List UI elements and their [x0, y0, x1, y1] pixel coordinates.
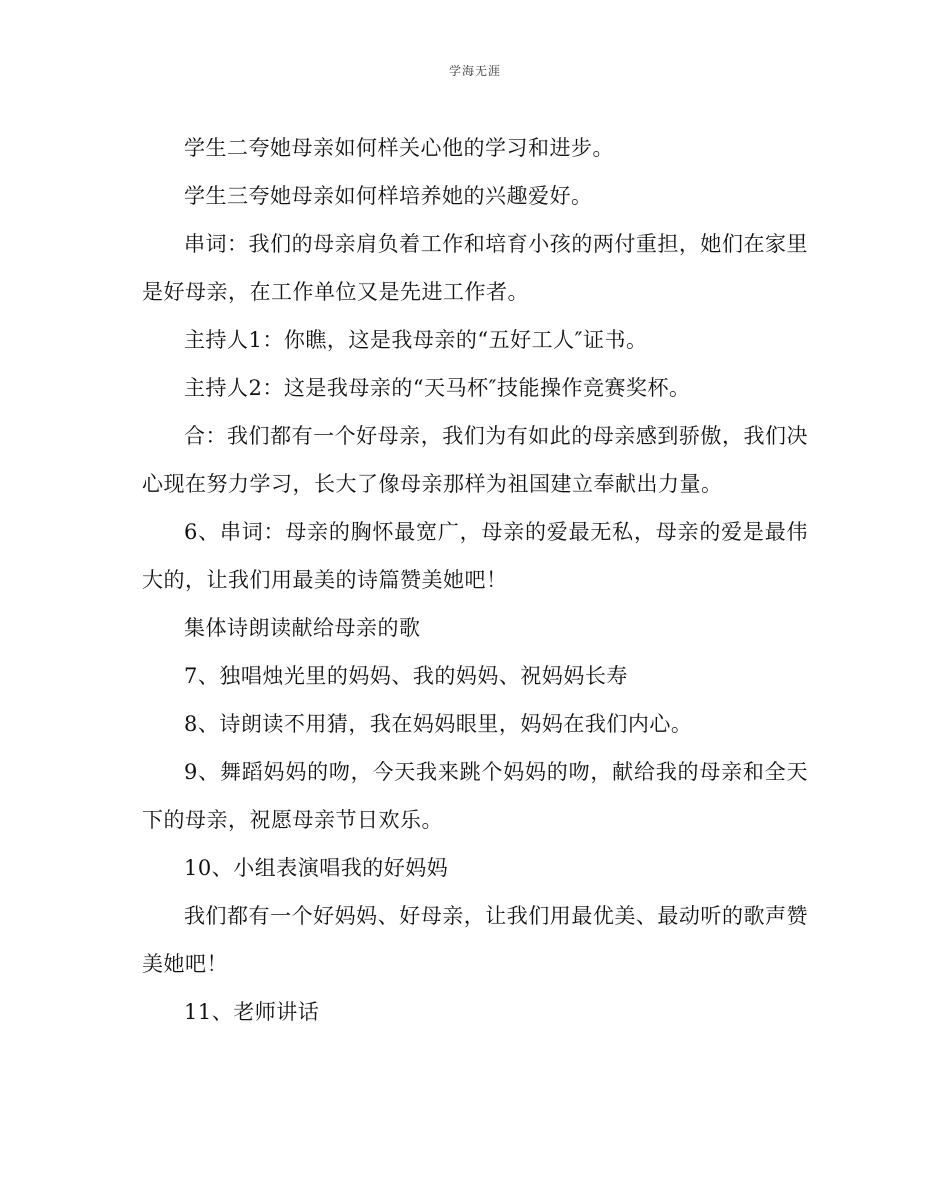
paragraph-2: 学生三夸她母亲如何样培养她的兴趣爱好。: [184, 184, 593, 208]
paragraph-7: 6、串词：母亲的胸怀最宽广，母亲的爱最无私，母亲的爱是最伟大的，让我们用最美的诗篇赞美她吧！: [142, 520, 808, 592]
paragraph-11: 9、舞蹈妈妈的吻，今天我来跳个妈妈的吻，献给我的母亲和全天下的母亲，祝愿母亲节日欢乐。: [142, 760, 808, 832]
paragraph-14: 11、老师讲话: [184, 1000, 320, 1024]
paragraph-1: 学生二夸她母亲如何样关心他的学习和进步。: [184, 136, 614, 160]
paragraph-8: 集体诗朗读献给母亲的歌: [184, 616, 421, 640]
paragraph-10: 8、诗朗读不用猜，我在妈妈眼里，妈妈在我们内心。: [184, 712, 693, 736]
document-body: [142, 124, 808, 1036]
paragraph-4: 主持人1：你瞧，这是我母亲的“五好工人″证书。: [184, 328, 648, 352]
paragraph-5: 主持人2：这是我母亲的“天马杯″技能操作竞赛奖杯。: [184, 376, 691, 400]
paragraph-9: 7、独唱烛光里的妈妈、我的妈妈、祝妈妈长寿: [184, 664, 628, 688]
paragraph-6: 合：我们都有一个好母亲，我们为有如此的母亲感到骄傲，我们决心现在努力学习，长大了像母亲那样为祖国建立奉献出力量。: [142, 424, 808, 496]
paragraph-13: 我们都有一个好妈妈、好母亲，让我们用最优美、最动听的歌声赞美她吧！: [142, 904, 808, 976]
paragraph-12: 10、小组表演唱我的好妈妈: [184, 856, 449, 880]
paragraph-3: 串词：我们的母亲肩负着工作和培育小孩的两付重担，她们在家里是好母亲，在工作单位又是先进工作者。: [142, 232, 808, 304]
page-header: 学海无涯: [448, 64, 501, 78]
